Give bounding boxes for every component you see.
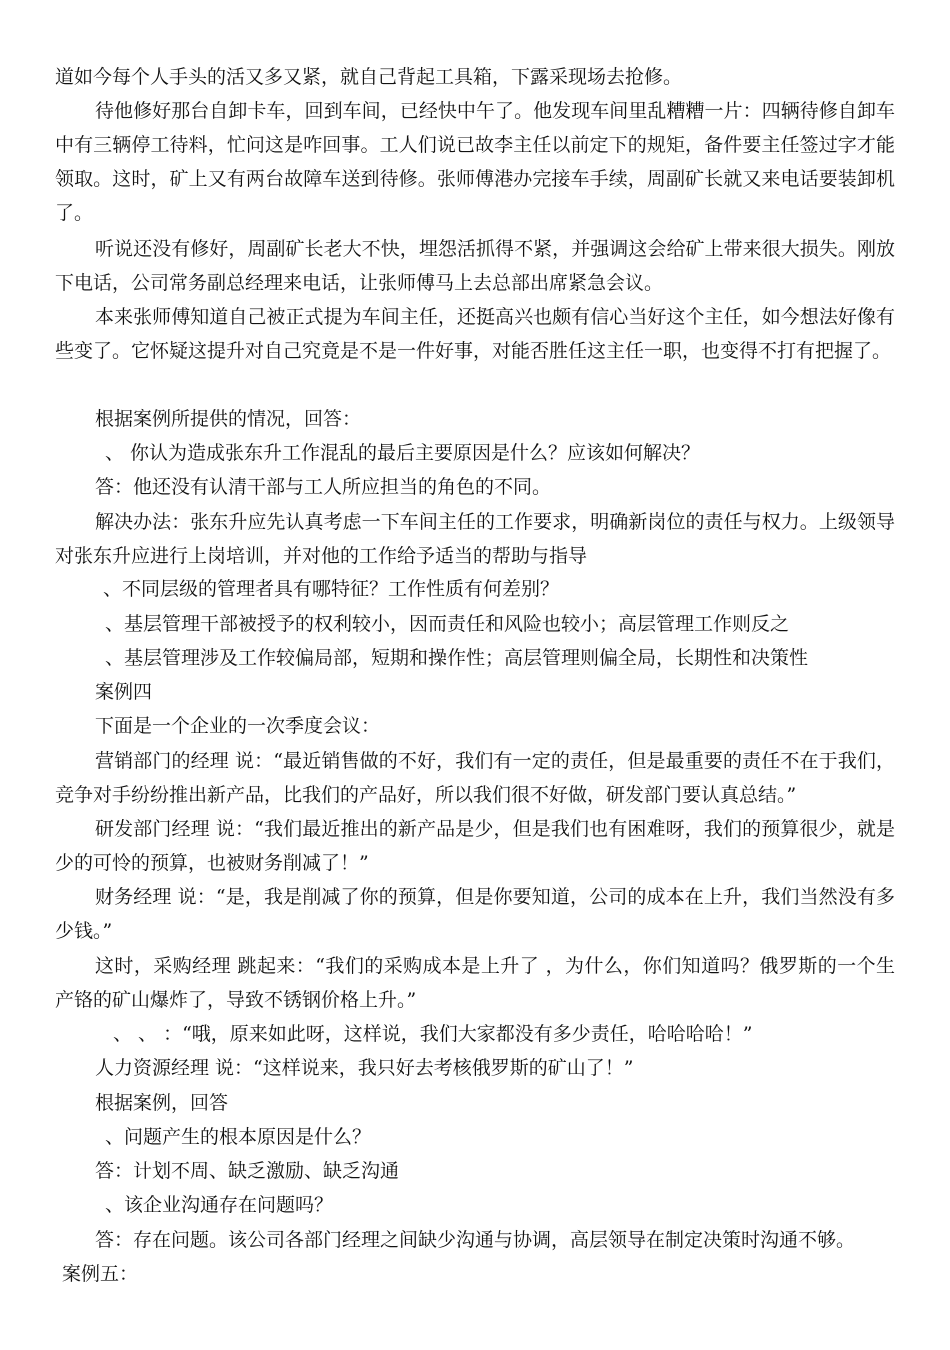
answer-1: 答：他还没有认清干部与工人所应担当的角色的不同。 (95, 476, 552, 498)
question-1: 、 你认为造成张东升工作混乱的最后主要原因是什么？应该如何解决？ (105, 442, 701, 464)
finance-manager-speech: 财务经理 说：“是，我是削减了你的预算，但是你要知道，公司的成本在上升，我们当然没有多少钱。” (55, 886, 895, 942)
case-4-answer-2: 答：存在问题。该公司各部门经理之间缺少沟通与协调，高层领导在制定决策时沟通不够。 (95, 1229, 856, 1251)
case-4-answer-1: 答：计划不周、缺乏激励、缺乏沟通 (95, 1160, 400, 1182)
paragraph-1: 道如今每个人手头的活又多又紧，就自己背起工具箱，下露采现场去抢修。 (55, 66, 683, 88)
paragraph-4: 本来张师傅知道自己被正式提为车间主任，还挺高兴也颇有信心当好这个主任，如今想法好像有些变了。它怀疑这提升对自己究竟是不是一件好事，对能否胜任这主任一职，也变得不打有把握了。 (55, 306, 895, 362)
case-5-heading: 案例五： (62, 1263, 139, 1285)
solution-1: 解决办法：张东升应先认真考虑一下车间主任的工作要求，明确新岗位的责任与权力。上级领导对张东升应进行上岗培训，并对他的工作给予适当的帮助与指导 (55, 511, 895, 567)
answer-2b: 、基层管理涉及工作较偏局部，短期和操作性；高层管理则偏全局，长期性和决策性 (105, 647, 809, 669)
case-4-question-1: 、问题产生的根本原因是什么？ (105, 1126, 372, 1148)
marketing-manager-speech: 营销部门的经理 说：“最近销售做的不好，我们有一定的责任，但是最重要的责任不在于我们，竞争对手纷纷推出新产品，比我们的产品好，所以我们很不好做，研发部门要认真总结。” (55, 750, 895, 806)
case-4-prompt: 根据案例，回答 (95, 1092, 229, 1114)
case-4-intro: 下面是一个企业的一次季度会议： (95, 715, 381, 737)
answer-2a: 、基层管理干部被授予的权利较小，因而责任和风险也较小；高层管理工作则反之 (105, 613, 790, 635)
case-4-question-2: 、该企业沟通存在问题吗？ (105, 1194, 334, 1216)
purchasing-manager-speech: 这时，采购经理 跳起来：“我们的采购成本是上升了 ，为什么，你们知道吗？俄罗斯的一个生产铬的矿山爆炸了，导致不锈钢价格上升。” (55, 955, 895, 1011)
hr-manager-speech: 人力资源经理 说：“这样说来，我只好去考核俄罗斯的矿山了！” (95, 1057, 634, 1079)
case-4-heading: 案例四 (95, 681, 153, 703)
paragraph-3: 听说还没有修好，周副矿长老大不快，埋怨活抓得不紧，并强调这会给矿上带来很大损失。刚放下电话，公司常务副总经理来电话，让张师傅马上去总部出席紧急会议。 (55, 238, 895, 294)
question-2: 、不同层级的管理者具有哪特征？工作性质有何差别？ (103, 578, 560, 600)
paragraph-5: 根据案例所提供的情况，回答： (95, 408, 362, 430)
group-response: 、 、 ：“哦，原来如此呀，这样说，我们大家都没有多少责任，哈哈哈哈！” (113, 1023, 753, 1045)
rd-manager-speech: 研发部门经理 说：“我们最近推出的新产品是少，但是我们也有困难呀，我们的预算很少，就是少的可怜的预算，也被财务削减了！” (55, 818, 895, 874)
paragraph-2: 待他修好那台自卸卡车，回到车间，已经快中午了。他发现车间里乱糟糟一片：四辆待修自卸车中有三辆停工待料，忙问这是咋回事。工人们说已故李主任以前定下的规矩，备件要主任签过字才能领取。这时，矿上又有两台故障车送到待修。张师傅港办完接车手续，周副矿长就又来电话要装卸机了。 (55, 100, 895, 224)
